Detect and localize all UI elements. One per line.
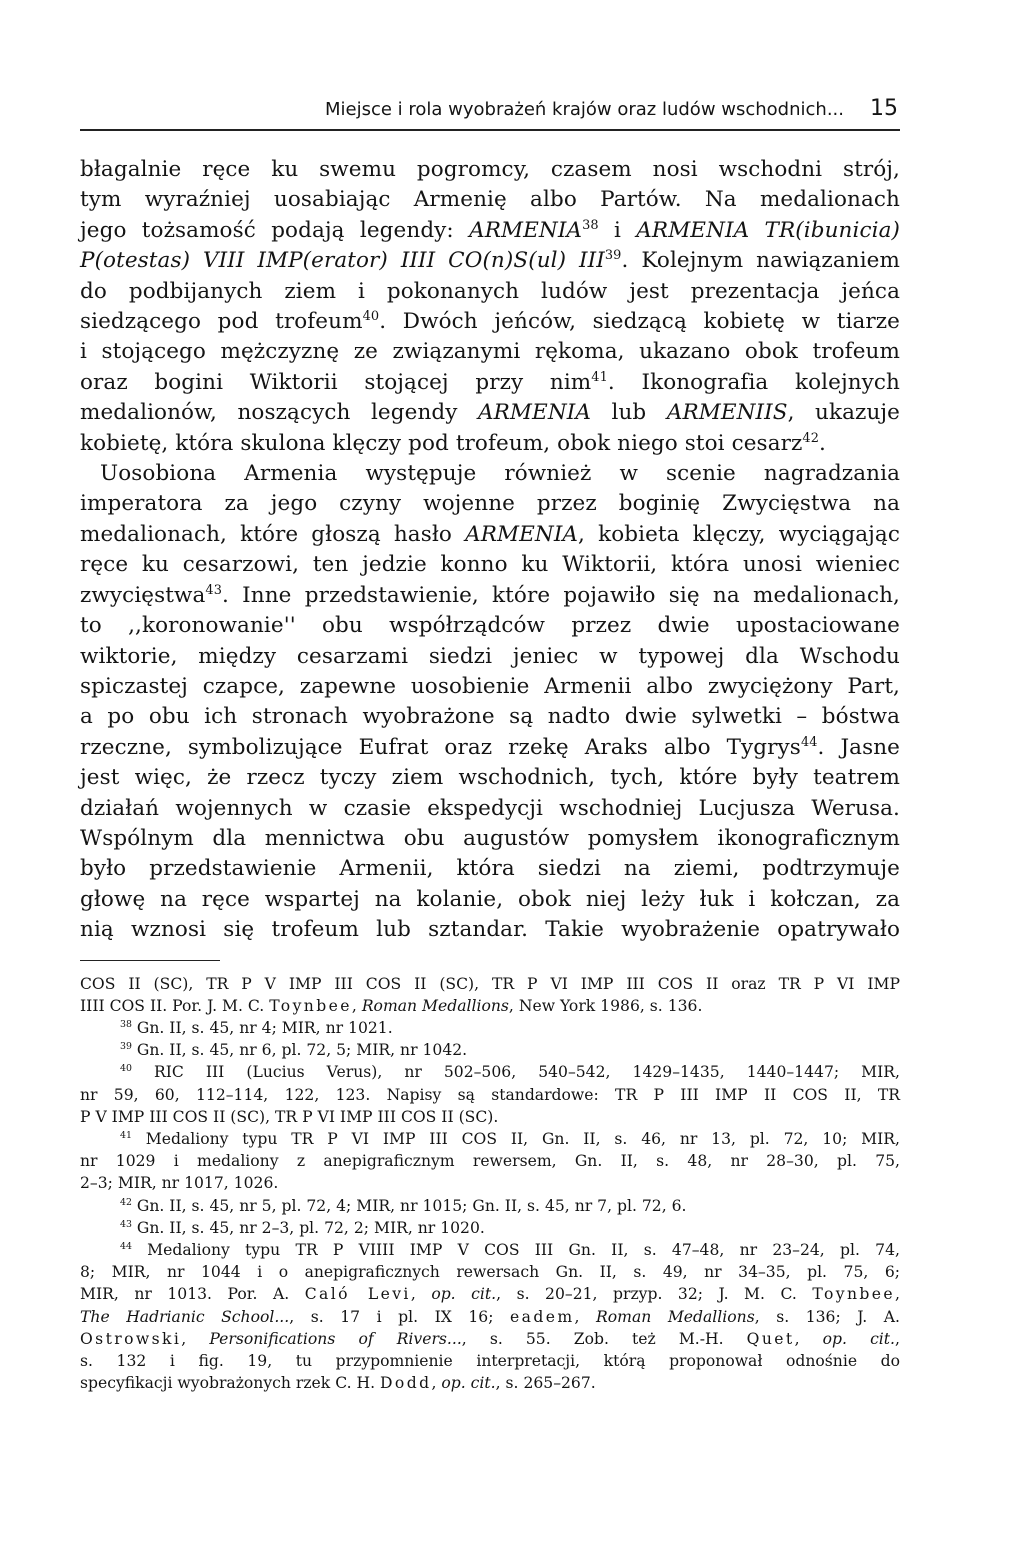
footnote-number: 43 [120,1218,132,1230]
text-line: ręce ku cesarzowi, ten jedzie konno ku Wiktorii, która unosi wieniec [80,552,900,578]
legend-armenia: ARMENIA [469,217,583,243]
footnote-ref: 40 [362,308,380,324]
footnote-separator [80,960,220,961]
text-line [80,307,900,337]
text-line [80,398,900,428]
text-line [80,520,900,550]
footnote-line [80,995,900,1017]
footnote-43 [80,1217,900,1239]
footnote-line [80,1306,900,1328]
running-header [80,96,900,121]
footnote-40 [80,1061,900,1083]
footnote-ref: 44 [800,734,818,750]
footnote-number: 44 [120,1240,132,1252]
legend-armenia-tr: ARMENIA TR(ibunicia) [636,217,900,243]
citation-abbrev: op. cit. [441,1374,496,1393]
author-name: Toynbee [269,996,352,1015]
running-title: Miejsce i rola wyobrażeń krajów oraz ludów wschodnich... [324,99,844,120]
legend-armenia: ARMENIA [478,400,591,426]
citation-abbrev: op. cit. [431,1285,497,1304]
footnote-ref: 38 [582,217,599,233]
text-fragment: , [351,996,362,1015]
footnote-line [80,1328,900,1350]
footnotes [80,973,900,1395]
text-line: i stojącego mężczyznę ze związanymi rękoma, ukazano obok trofeum [80,339,900,365]
book-title: Roman Medallions [596,1307,755,1326]
text-line [80,246,900,276]
text-line: Uosobiona Armenia występuje również w scenie nagradzania [100,461,900,487]
text-fragment: , kobieta klęczy, wyciągając [578,521,900,547]
footnote-44 [80,1239,900,1261]
text-fragment: zwycięstwa [80,582,206,608]
legend-armenia: ARMENIA [465,521,579,547]
text-line: wiktorie, między cesarzami siedzi jeniec w typowej dla Wschodu [80,643,900,669]
text-line: to ,,koronowanie'' obu współrządców przez dwie upostaciowane [80,613,900,639]
text-fragment: MIR, nr 1013. Por. A. [80,1285,305,1304]
legend-text: P(otestas) VIII IMP(erator) IIII CO(n)S(ul) III [80,248,605,274]
text-fragment: medalionów, noszących legendy [80,400,479,426]
text-line: nią wznosi się trofeum lub sztandar. Takie wyobrażenie opatrywało [80,917,900,943]
text-line: głowę na ręce wspartej na kolanie, obok niej leży łuk i kołczan, za [80,886,900,912]
footnote-line: 2–3; MIR, nr 1017, 1026. [80,1174,279,1193]
text-fragment: medalionach, które głoszą hasło [80,521,466,547]
text-fragment: , s. 55. Zob. też M.-H. [461,1329,747,1348]
footnote-line [80,1372,900,1394]
footnote-text: Medaliony typu TR P VIIII IMP V COS III Gn. II, s. 47–48, nr 23–24, pl. 74, [131,1241,900,1259]
text-fragment: , [181,1329,210,1348]
text-fragment: siedzącego pod trofeum [80,309,363,335]
text-line [80,429,900,459]
footnote-line: nr 59, 60, 112–114, 122, 123. Napisy są standardowe: TR P III IMP II COS II, TR [80,1085,900,1104]
footnote-ref: 41 [591,369,608,385]
footnote-38 [80,1017,900,1039]
text-fragment: i [598,217,637,243]
book-title: Roman Medallions [361,996,509,1015]
text-line: imperatora za jego czyny wojenne przez boginię Zwycięstwa na [80,491,900,517]
footnote-39 [80,1039,900,1061]
text-fragment: . [819,430,826,456]
footnote-42 [80,1195,900,1217]
footnote-text: Gn. II, s. 45, nr 6, pl. 72, 5; MIR, nr 1042. [131,1041,468,1060]
footnote-ref: 42 [802,430,820,446]
text-line: tym wyraźniej uosabiając Armenię albo Partów. Na medalionach [80,187,900,213]
footnote-text: Gn. II, s. 45, nr 4; MIR, nr 1021. [131,1018,393,1037]
text-fragment: , s. 265–267. [495,1374,596,1393]
footnote-line: 8; MIR, nr 1044 i o anepigraficznych rewersach Gn. II, s. 49, nr 34–35, pl. 75, 6; [80,1263,900,1282]
author-name: Quet [746,1329,795,1348]
text-line: było przedstawienie Armenii, która siedzi na ziemi, podtrzymuje [80,856,900,882]
footnote-line [80,1283,900,1305]
text-fragment: rzeczne, symbolizujące Eufrat oraz rzekę Araks albo Tygrys [80,734,801,760]
footnote-text: Medaliony typu TR P VI IMP III COS II, Gn. II, s. 46, nr 13, pl. 72, 10; MIR, [131,1129,900,1148]
author-name: Ostrowski [80,1329,182,1348]
text-fragment: specyfikacji wyobrażonych rzek C. H. [80,1374,380,1393]
text-fragment: , [574,1307,597,1326]
text-fragment: . Inne przedstawienie, które pojawiło się na medalionach, [222,582,900,608]
text-line [80,581,900,611]
author-name: Dodd [380,1374,432,1393]
footnote-text: Gn. II, s. 45, nr 5, pl. 72, 4; MIR, nr 1015; Gn. II, s. 45, nr 7, pl. 72, 6. [131,1196,687,1215]
book-title: Personifications of Rivers... [209,1329,462,1348]
text-fragment: lub [590,400,667,426]
page [80,96,900,1394]
text-line: działań wojennych w czasie ekspedycji wschodniej Lucjusza Werusa. [80,795,900,821]
footnote-number: 39 [120,1040,132,1052]
text-fragment: . Dwóch jeńców, siedzącą kobietę w tiarze [379,309,900,335]
text-fragment: , s. 20–21, przyp. 32; J. M. C. [496,1285,813,1304]
footnote-text: Gn. II, s. 45, nr 2–3, pl. 72, 2; MIR, nr 1020. [131,1218,485,1237]
text-fragment: , s. 17 i pl. IX 16; [289,1307,510,1326]
legend-armeniis: ARMENIIS [666,400,788,426]
text-line [80,216,900,246]
book-title: The Hadrianic School... [80,1307,290,1326]
main-text [80,155,900,946]
text-line: błagalnie ręce ku swemu pogromcy, czasem nosi wschodni strój, [80,157,900,182]
text-fragment: kobietę, która skulona klęczy pod trofeum, obok niego stoi cesarz [80,430,803,456]
footnote-number: 42 [120,1196,132,1208]
text-fragment: . Ikonografia kolejnych [607,369,900,395]
text-fragment: , s. 136; J. A. [754,1307,900,1326]
text-fragment: , [895,1329,900,1348]
text-line: a po obu ich stronach wyobrażone są nadto dwie sylwetki – bóstwa [80,704,900,730]
footnote-41 [80,1128,900,1150]
text-fragment: IIII COS II. Por. J. M. C. [80,996,270,1015]
author-name: eadem [510,1307,575,1326]
header-rule [80,129,900,131]
author-name: Caló Levi [304,1285,411,1304]
text-line [80,733,900,763]
text-fragment: . Jasne [817,734,900,760]
text-fragment: , [895,1285,900,1304]
text-line: do podbijanych ziem i pokonanych ludów jest prezentacja jeńca [80,278,900,304]
text-line: Wspólnym dla mennictwa obu augustów pomysłem ikonograficznym [80,825,900,851]
text-fragment: , [794,1329,823,1348]
text-line [80,368,900,398]
text-fragment: , ukazuje [787,400,900,426]
footnote-text: RIC III (Lucius Verus), nr 502–506, 540–542, 1429–1435, 1440–1447; MIR, [131,1063,900,1082]
text-line: jest więc, że rzecz tyczy ziem wschodnich, tych, które były teatrem [80,765,900,791]
page-number: 15 [870,96,898,121]
footnote-line: P V IMP III COS II (SC), TR P VI IMP III COS II (SC). [80,1107,499,1126]
text-fragment: , [431,1374,442,1393]
text-fragment: jego tożsamość podają legendy: [80,217,470,243]
text-fragment: oraz bogini Wiktorii stojącej przy nim [80,369,592,395]
text-fragment: . Kolejnym nawiązaniem [621,248,900,274]
citation-abbrev: op. cit. [822,1329,896,1348]
footnote-ref: 39 [604,248,622,264]
text-fragment: , [410,1285,432,1304]
footnote-number: 41 [120,1129,132,1141]
footnote-number: 38 [120,1018,132,1030]
text-line: spiczastej czapce, zapewne uosobienie Armenii albo zwyciężony Part, [80,673,900,699]
footnote-line: s. 132 i fig. 19, tu przypomnienie interpretacji, którą proponował odnośnie do [80,1352,900,1371]
footnote-ref: 43 [205,582,223,598]
footnote-line: nr 1029 i medaliony z anepigraficznym rewersem, Gn. II, s. 48, nr 28–30, pl. 75, [80,1152,900,1171]
footnote-number: 40 [120,1063,132,1075]
footnote-line: COS II (SC), TR P V IMP III COS II (SC), TR P VI IMP III COS II oraz TR P VI IMP [80,974,900,993]
text-fragment: , New York 1986, s. 136. [508,996,703,1015]
author-name: Toynbee [812,1285,896,1304]
